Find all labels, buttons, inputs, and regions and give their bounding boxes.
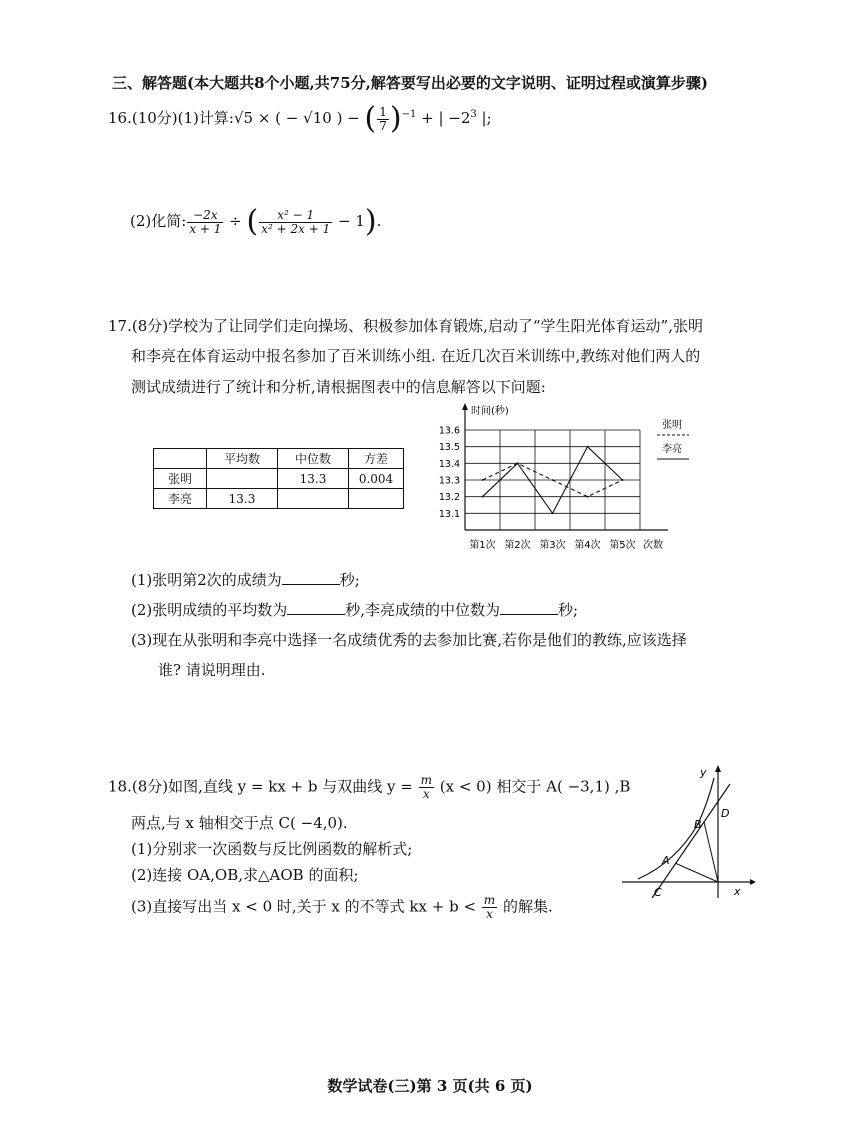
- label-D: D: [721, 807, 730, 820]
- paren-close: ): [389, 101, 402, 136]
- chart-point: [482, 496, 484, 498]
- q18-sub3: [131, 894, 553, 921]
- q16-p1-prefix: (1)计算:: [177, 109, 234, 127]
- segment-OB: [704, 822, 718, 882]
- sub2-unit: 秒;: [558, 601, 579, 619]
- answer-blank[interactable]: [500, 600, 558, 615]
- answer-blank[interactable]: [287, 600, 345, 615]
- frac-num: m: [420, 773, 432, 787]
- table-cell: [278, 489, 349, 509]
- score-line-chart: [425, 400, 715, 560]
- q17-number: 17.: [108, 317, 132, 335]
- abs-part: + | −2: [416, 109, 471, 127]
- q18-score: (8分): [131, 777, 169, 796]
- frac-num: m: [483, 893, 496, 907]
- table-header: 方差: [349, 449, 404, 469]
- q17-text1: 学校为了让同学们走向操场、积极参加体育锻炼,启动了“学生阳光体育运动”,张明: [168, 317, 703, 335]
- chart-point: [482, 479, 484, 481]
- q18-line1: [108, 774, 630, 801]
- q17-line3: 测试成绩进行了统计和分析,请根据图表中的信息解答以下问题:: [131, 378, 546, 396]
- table-row: [154, 469, 404, 489]
- sub3-text-a: (3)直接写出当 x < 0 时,关于 x 的不等式 kx + b <: [131, 897, 481, 916]
- paren-open: (: [364, 101, 377, 136]
- chart-x-tick-label: 第1次: [469, 540, 496, 551]
- chart-point: [517, 462, 519, 464]
- label-x: x: [734, 885, 741, 898]
- answer-blank[interactable]: [282, 570, 340, 585]
- stats-table: [153, 448, 404, 509]
- chart-axes: [462, 403, 668, 551]
- chart-y-axis-label: 时间(秒): [471, 406, 509, 417]
- q18-line2: 两点,与 x 轴相交于点 C( −4,0).: [131, 814, 348, 832]
- chart-x-tick-label: 第2次: [504, 540, 531, 551]
- chart-y-tick-label: 13.2: [438, 492, 460, 504]
- sqrt10: √10: [303, 109, 332, 127]
- page-footer: 数学试卷(三)第 3 页(共 6 页): [327, 1077, 533, 1095]
- q17-sub1: [131, 569, 360, 590]
- table-cell: 李亮: [154, 489, 207, 509]
- chart-legend-label: 张明: [662, 420, 682, 431]
- frac-den: x² + 2x + 1: [261, 221, 331, 236]
- paren-open: (: [246, 204, 259, 239]
- label-C: C: [654, 886, 662, 899]
- sub2-text-a: (2)张明成绩的平均数为: [131, 601, 288, 619]
- chart-y-arrow-icon: [462, 403, 468, 410]
- chart-y-tick-label: 13.6: [438, 425, 460, 437]
- q18-text-b: (x < 0) 相交于 A( −3,1) ,B: [435, 777, 631, 796]
- times-open: × ( −: [253, 109, 304, 127]
- abs-end: |;: [476, 109, 492, 127]
- q18-number: 18.: [108, 777, 132, 796]
- table-header-row: [154, 449, 404, 469]
- q16-part1: [108, 101, 492, 136]
- period: .: [376, 212, 382, 230]
- sqrt5: √5: [233, 109, 254, 127]
- label-y: y: [700, 766, 707, 779]
- q17-sub2: [131, 599, 578, 620]
- q16-part2: [130, 204, 382, 239]
- q17-sub3-line1: (3)现在从张明和李亮中选择一名成绩优秀的去参加比赛,若你是他们的教练,应该选择: [131, 631, 687, 649]
- chart-y-tick-label: 13.3: [438, 475, 460, 487]
- exponent-neg1: −1: [401, 109, 417, 120]
- fraction-m-x: [482, 894, 497, 921]
- table-cell: 0.004: [349, 469, 404, 489]
- chart-legend-label: 李亮: [662, 444, 682, 455]
- q18-figure: [618, 762, 758, 902]
- table-cell: 张明: [154, 469, 207, 489]
- table-header: 平均数: [207, 449, 278, 469]
- table-cell: [349, 489, 404, 509]
- chart-point: [622, 479, 624, 481]
- fraction-x2: [259, 209, 332, 236]
- sub2-text-b: 秒,李亮成绩的中位数为: [345, 601, 501, 619]
- chart-y-tick-label: 13.1: [438, 508, 460, 520]
- sub1-unit: 秒;: [339, 571, 360, 589]
- close-minus: ) −: [331, 109, 365, 127]
- frac-den: x: [486, 907, 493, 921]
- fraction-1-7: [377, 106, 389, 133]
- divide-sign: ÷: [224, 212, 247, 230]
- q16-p2-prefix: (2)化简:: [130, 212, 187, 230]
- table-cell: [207, 469, 278, 489]
- q17-line1: [108, 315, 703, 336]
- label-A: A: [662, 854, 670, 867]
- table-row: [154, 489, 404, 509]
- q16-number: 16.: [108, 109, 132, 127]
- frac-num: −2x: [187, 209, 223, 223]
- sub3-text-b: 的解集.: [498, 897, 553, 916]
- label-B: B: [694, 818, 702, 831]
- q18-sub1: (1)分别求一次函数与反比例函数的解析式;: [131, 840, 413, 858]
- q16-score: (10分): [131, 109, 178, 127]
- chart-y-tick-label: 13.4: [438, 458, 460, 470]
- exponent-3: 3: [470, 109, 477, 120]
- fraction-m-x: [419, 774, 434, 801]
- frac-num: x² − 1: [259, 209, 332, 223]
- frac-den: x + 1: [189, 221, 222, 236]
- stats-table-wrapper: [153, 448, 404, 509]
- chart-point: [552, 479, 554, 481]
- q17-line2: 和李亮在体育运动中报名参加了百米训练小组. 在近几次百米训练中,教练对他们两人的: [131, 347, 701, 365]
- q17-sub3-line2: 谁? 请说明理由.: [158, 661, 266, 679]
- chart-x-axis-label: 次数: [643, 540, 663, 551]
- fraction-neg2x: [187, 209, 223, 236]
- x-axis-arrow-icon: [750, 879, 756, 885]
- q18-sub2: (2)连接 OA,OB,求△AOB 的面积;: [131, 866, 359, 884]
- table-cell: 13.3: [278, 469, 349, 489]
- chart-point: [552, 512, 554, 514]
- chart-y-tick-label: 13.5: [438, 442, 460, 454]
- sub1-text: (1)张明第2次的成绩为: [131, 571, 282, 589]
- chart-point: [587, 496, 589, 498]
- segment-OA: [675, 863, 718, 882]
- chart-legend: [657, 419, 689, 459]
- y-axis-arrow-icon: [715, 765, 721, 772]
- table-header: [154, 449, 207, 469]
- frac-den: 7: [379, 118, 387, 133]
- table-cell: 13.3: [207, 489, 278, 509]
- paren-close: ): [364, 204, 377, 239]
- frac-num: 1: [379, 104, 387, 119]
- minus-one: − 1: [333, 212, 365, 230]
- chart-x-tick-label: 第5次: [609, 540, 636, 551]
- section-title: 三、解答题(本大题共8个小题,共75分,解答要写出必要的文字说明、证明过程或演算步骤): [112, 74, 708, 92]
- chart-x-tick-label: 第3次: [539, 540, 566, 551]
- frac-den: x: [422, 787, 430, 801]
- q17-score: (8分): [131, 317, 169, 335]
- table-header: 中位数: [278, 449, 349, 469]
- chart-point: [587, 446, 589, 448]
- q18-text-a: 如图,直线 y = kx + b 与双曲线 y =: [168, 777, 418, 796]
- chart-x-tick-label: 第4次: [574, 540, 601, 551]
